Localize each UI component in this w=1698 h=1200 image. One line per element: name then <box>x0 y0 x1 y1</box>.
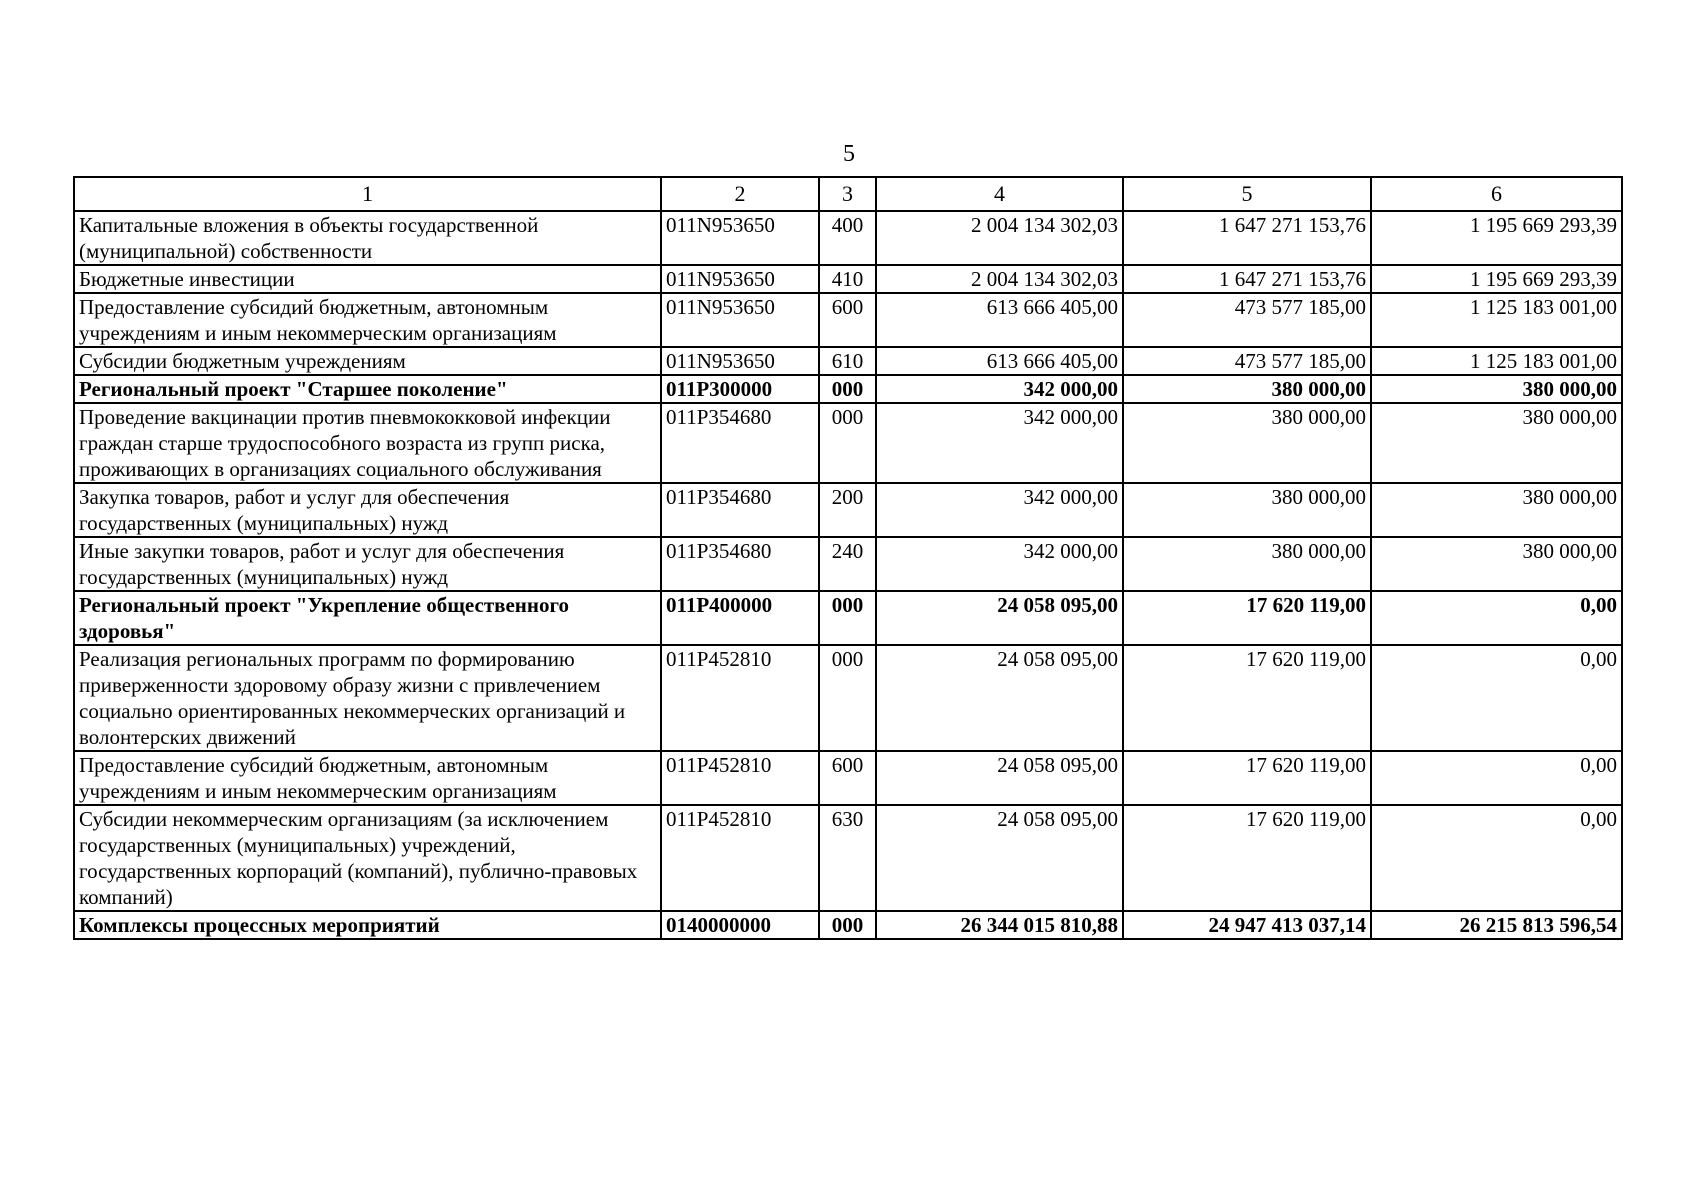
table-row <box>74 265 1622 293</box>
row-code: 011P452810 <box>661 805 819 911</box>
row-code: 011N953650 <box>661 347 819 375</box>
table-row <box>74 751 1622 805</box>
column-header: 2 <box>661 177 819 211</box>
row-name: Бюджетные инвестиции <box>74 265 661 293</box>
row-name: Закупка товаров, работ и услуг для обеспечения государственных (муниципальных) нужд <box>74 483 661 537</box>
row-value-col6: 0,00 <box>1371 751 1622 805</box>
row-value-col4: 2 004 134 302,03 <box>876 211 1123 265</box>
row-code: 011P354680 <box>661 537 819 591</box>
row-expense-type: 610 <box>819 347 876 375</box>
row-value-col5: 473 577 185,00 <box>1123 293 1371 347</box>
row-value-col5: 24 947 413 037,14 <box>1123 911 1371 939</box>
table-row <box>74 483 1622 537</box>
row-expense-type: 240 <box>819 537 876 591</box>
column-number-row <box>74 177 1622 211</box>
row-value-col4: 24 058 095,00 <box>876 645 1123 751</box>
column-header: 3 <box>819 177 876 211</box>
row-value-col5: 380 000,00 <box>1123 375 1371 403</box>
row-value-col6: 380 000,00 <box>1371 483 1622 537</box>
row-value-col4: 24 058 095,00 <box>876 751 1123 805</box>
row-name: Иные закупки товаров, работ и услуг для обеспечения государственных (муниципальных) нужд <box>74 537 661 591</box>
row-value-col6: 1 125 183 001,00 <box>1371 347 1622 375</box>
row-value-col6: 380 000,00 <box>1371 403 1622 483</box>
row-expense-type: 000 <box>819 645 876 751</box>
page-number: 5 <box>843 141 855 167</box>
row-value-col5: 380 000,00 <box>1123 537 1371 591</box>
row-code: 011P400000 <box>661 591 819 645</box>
row-code: 0140000000 <box>661 911 819 939</box>
row-value-col6: 0,00 <box>1371 805 1622 911</box>
row-expense-type: 000 <box>819 911 876 939</box>
row-expense-type: 600 <box>819 293 876 347</box>
row-value-col4: 342 000,00 <box>876 483 1123 537</box>
row-value-col6: 1 195 669 293,39 <box>1371 211 1622 265</box>
row-value-col5: 17 620 119,00 <box>1123 591 1371 645</box>
row-value-col4: 2 004 134 302,03 <box>876 265 1123 293</box>
row-value-col4: 26 344 015 810,88 <box>876 911 1123 939</box>
row-value-col6: 0,00 <box>1371 645 1622 751</box>
column-header: 6 <box>1371 177 1622 211</box>
table-row <box>74 805 1622 911</box>
row-code: 011P354680 <box>661 483 819 537</box>
row-expense-type: 410 <box>819 265 876 293</box>
row-value-col4: 613 666 405,00 <box>876 347 1123 375</box>
table-row <box>74 211 1622 265</box>
row-name: Субсидии бюджетным учреждениям <box>74 347 661 375</box>
row-name: Региональный проект "Старшее поколение" <box>74 375 661 403</box>
row-value-col6: 26 215 813 596,54 <box>1371 911 1622 939</box>
row-name: Проведение вакцинации против пневмококковой инфекции граждан старше трудоспособного возраста из групп риска, проживающих в организациях социального обслуживания <box>74 403 661 483</box>
row-code: 011N953650 <box>661 293 819 347</box>
table-row <box>74 347 1622 375</box>
row-value-col4: 342 000,00 <box>876 403 1123 483</box>
row-value-col4: 342 000,00 <box>876 537 1123 591</box>
row-name: Предоставление субсидий бюджетным, автономным учреждениям и иным некоммерческим организациям <box>74 751 661 805</box>
table-row <box>74 403 1622 483</box>
row-name: Предоставление субсидий бюджетным, автономным учреждениям и иным некоммерческим организациям <box>74 293 661 347</box>
row-name: Субсидии некоммерческим организациям (за исключением государственных (муниципальных) учреждений, государственных корпораций (компаний), публично-правовых компаний) <box>74 805 661 911</box>
row-value-col5: 1 647 271 153,76 <box>1123 211 1371 265</box>
row-value-col5: 473 577 185,00 <box>1123 347 1371 375</box>
table-row <box>74 645 1622 751</box>
row-code: 011P452810 <box>661 645 819 751</box>
row-name: Комплексы процессных мероприятий <box>74 911 661 939</box>
row-expense-type: 000 <box>819 375 876 403</box>
row-name: Региональный проект "Укрепление общественного здоровья" <box>74 591 661 645</box>
row-value-col4: 24 058 095,00 <box>876 805 1123 911</box>
row-expense-type: 600 <box>819 751 876 805</box>
row-name: Капитальные вложения в объекты государственной (муниципальной) собственности <box>74 211 661 265</box>
row-code: 011N953650 <box>661 265 819 293</box>
table-row <box>74 591 1622 645</box>
row-code: 011P300000 <box>661 375 819 403</box>
table-row <box>74 375 1622 403</box>
budget-table <box>73 176 1623 940</box>
column-header: 5 <box>1123 177 1371 211</box>
row-value-col5: 380 000,00 <box>1123 483 1371 537</box>
row-value-col6: 1 125 183 001,00 <box>1371 293 1622 347</box>
table-row <box>74 293 1622 347</box>
row-value-col6: 0,00 <box>1371 591 1622 645</box>
table-row <box>74 537 1622 591</box>
row-expense-type: 200 <box>819 483 876 537</box>
row-code: 011N953650 <box>661 211 819 265</box>
row-value-col6: 1 195 669 293,39 <box>1371 265 1622 293</box>
row-expense-type: 000 <box>819 591 876 645</box>
row-expense-type: 400 <box>819 211 876 265</box>
row-value-col5: 17 620 119,00 <box>1123 805 1371 911</box>
column-header: 4 <box>876 177 1123 211</box>
row-name: Реализация региональных программ по формированию приверженности здоровому образу жизни с привлечением социально ориентированных некоммерческих организаций и волонтерских движений <box>74 645 661 751</box>
row-expense-type: 000 <box>819 403 876 483</box>
row-code: 011P452810 <box>661 751 819 805</box>
column-header: 1 <box>74 177 661 211</box>
row-value-col4: 24 058 095,00 <box>876 591 1123 645</box>
table-row <box>74 911 1622 939</box>
row-value-col5: 1 647 271 153,76 <box>1123 265 1371 293</box>
row-value-col5: 380 000,00 <box>1123 403 1371 483</box>
row-value-col5: 17 620 119,00 <box>1123 751 1371 805</box>
row-code: 011P354680 <box>661 403 819 483</box>
row-value-col5: 17 620 119,00 <box>1123 645 1371 751</box>
row-expense-type: 630 <box>819 805 876 911</box>
row-value-col4: 613 666 405,00 <box>876 293 1123 347</box>
row-value-col4: 342 000,00 <box>876 375 1123 403</box>
row-value-col6: 380 000,00 <box>1371 537 1622 591</box>
row-value-col6: 380 000,00 <box>1371 375 1622 403</box>
